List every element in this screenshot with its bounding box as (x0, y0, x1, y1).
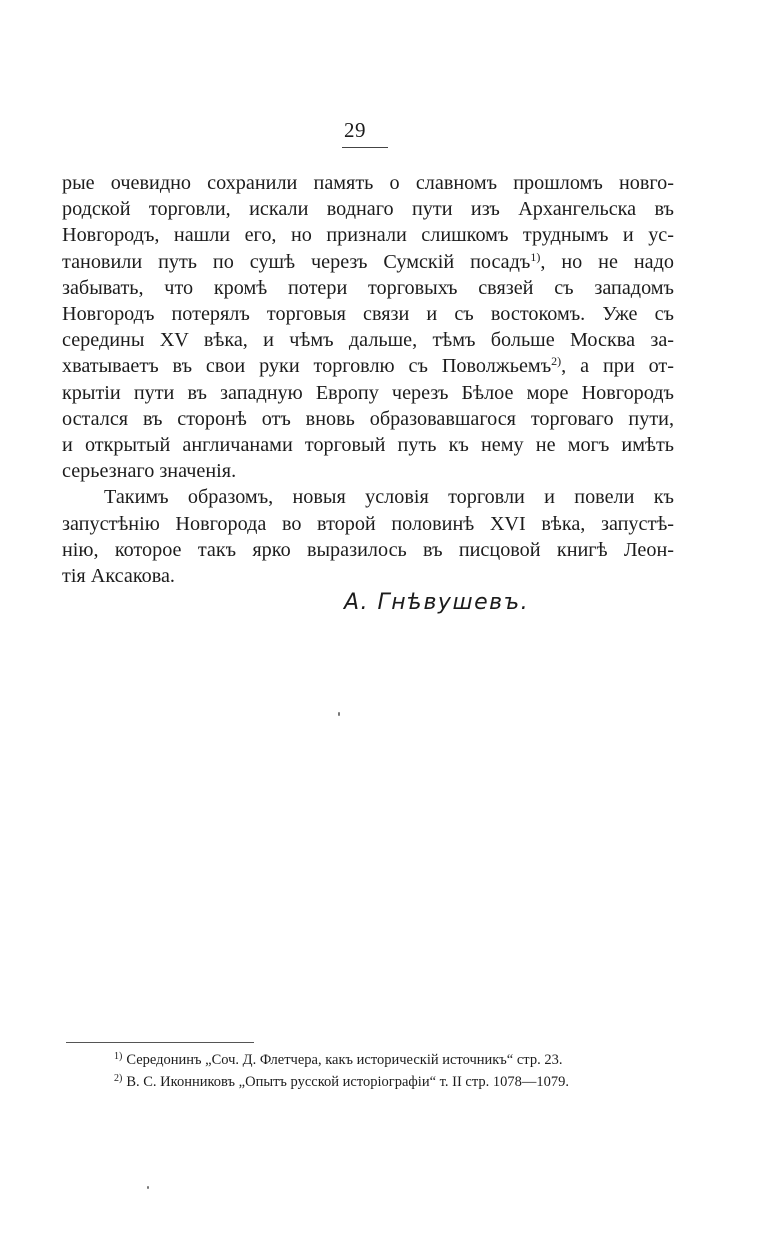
footnote-2 (114, 1071, 569, 1093)
paragraph-2 (62, 484, 674, 589)
text-line: крытіи пути въ западную Европу черезъ Бѣлое море Новгородъ (62, 381, 674, 404)
text-line: Такимъ образомъ, новыя условія торговли и повели къ (104, 486, 674, 509)
text-line-with-footnote-1 (62, 249, 674, 275)
text-line: Новгородъ потерялъ торговыя связи и съ востокомъ. Уже съ (62, 303, 674, 326)
text-line: рые очевидно сохранили память о славномъ прошломъ новго- (62, 172, 674, 194)
text-line-part: тановили путь по сушѣ черезъ Сумскій посадъ (62, 250, 531, 273)
text-line: серьезнаго значенія. (62, 460, 237, 483)
text-line: нію, которое такъ ярко выразилось въ писцовой книгѣ Леон- (62, 538, 674, 561)
text-line: середины XV вѣка, и чѣмъ дальше, тѣмъ больше Москва за- (62, 329, 674, 352)
text-line: запустѣнію Новгорода во второй половинѣ XVI вѣка, запустѣ- (62, 512, 674, 535)
author-signature: А. Гнѣвушевъ. (344, 590, 530, 615)
footnote-text: В. С. Иконниковъ „Опытъ русской исторіографіи“ т. II стр. 1078—1079. (126, 1074, 570, 1090)
text-line: остался въ сторонѣ отъ вновь образовавшагося торговаго пути, (62, 407, 674, 430)
text-line-part: , а при от- (561, 355, 674, 378)
text-line: родской торговли, искали воднаго пути изъ Архангельска въ (62, 198, 674, 221)
page-number: 29 (344, 118, 366, 142)
footnote-text: Середонинъ „Соч. Д. Флетчера, какъ историческій источникъ“ стр. 23. (126, 1052, 563, 1068)
page-number-underline (342, 147, 388, 148)
main-text (62, 170, 674, 589)
text-line-part: , но не надо (540, 250, 674, 273)
footnote-mark: 1) (114, 1051, 123, 1062)
text-line: забывать, что кромѣ потери торговыхъ связей съ западомъ (62, 276, 674, 299)
footnote-mark: 2) (114, 1073, 123, 1084)
footnote-separator (66, 1042, 254, 1043)
footnotes (114, 1049, 569, 1093)
footnote-ref-1: 1) (530, 249, 541, 264)
footnote-ref-2: 2) (551, 354, 562, 369)
paragraph-1 (62, 170, 674, 484)
scan-speck (338, 712, 340, 716)
footnote-1 (114, 1049, 569, 1071)
text-line: тія Аксакова. (62, 565, 175, 588)
text-line: и открытый англичанами торговый путь къ нему не могъ имѣть (62, 434, 674, 457)
text-line: Новгородъ, нашли его, но признали слишкомъ труднымъ и ус- (62, 224, 674, 247)
text-line-part: хватываетъ въ свои руки торговлю съ Поволжьемъ (62, 355, 552, 378)
scan-speck (147, 1186, 149, 1189)
text-line-with-footnote-2 (62, 353, 674, 379)
